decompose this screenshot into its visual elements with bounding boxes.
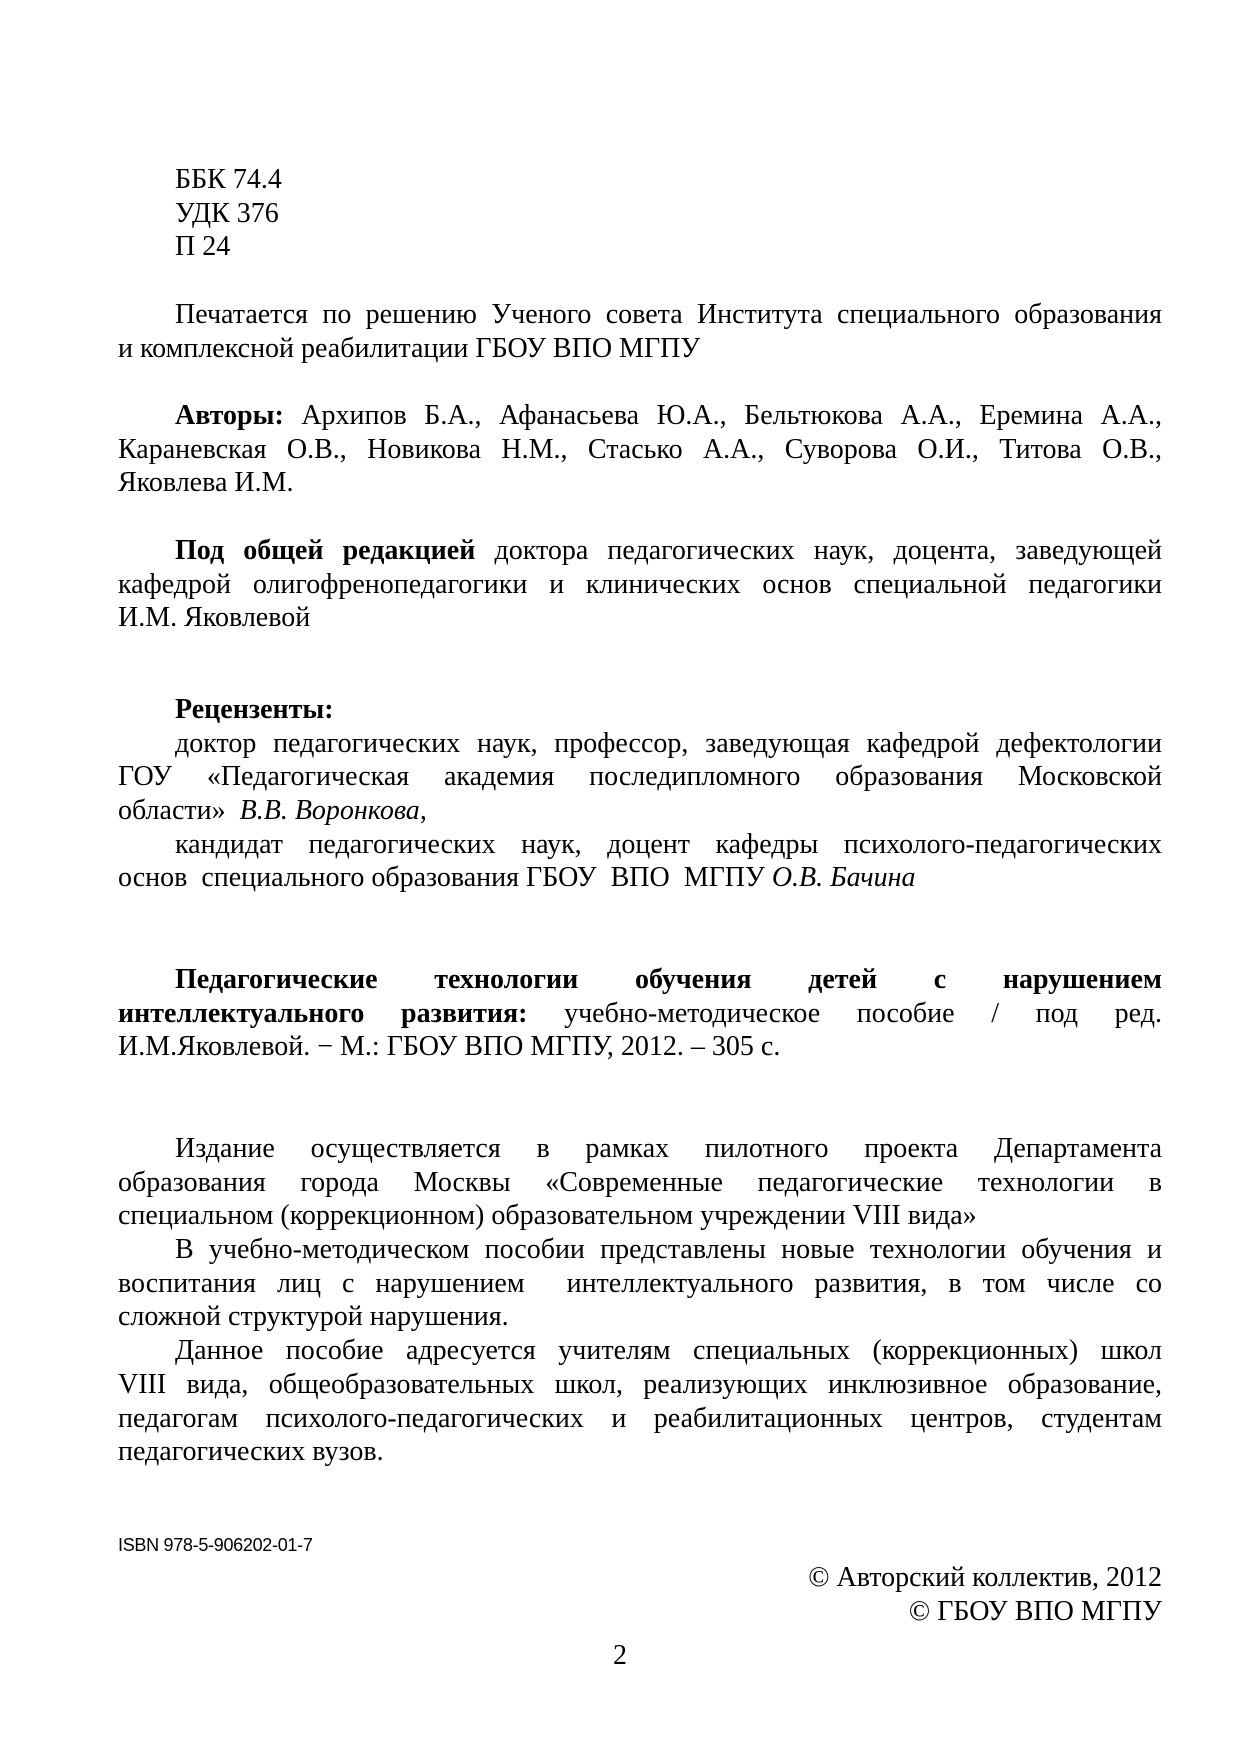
editor-text: доктора педагогических наук, доцента, заведующей (475, 535, 1163, 566)
annotation-line: VIII вида, общеобразовательных школ, реализующих инклюзивное образование, (118, 1368, 1162, 1400)
annotation-line: педагогам психолого-педагогических и реабилитационных центров, студентам (118, 1402, 1162, 1434)
authors-section (118, 399, 1162, 500)
classification-codes (118, 163, 1162, 264)
editor-label: Под общей редакцией (175, 535, 476, 566)
authors-line: Яковлева И.М. (118, 467, 294, 499)
publication-decision (118, 298, 1162, 365)
editor-section (118, 534, 1162, 635)
reviewer-name: О.В. Бачина (771, 862, 916, 894)
authors-text: Архипов Б.А., Афанасьева Ю.А., Бельтюкова А.А., Еремина А.А., (283, 400, 1162, 431)
udk-code: УДК 376 (175, 197, 279, 229)
decision-line: и комплексной реабилитации ГБОУ ВПО МГПУ (118, 332, 701, 364)
reviewer-line (118, 861, 1162, 895)
authors-label: Авторы: (175, 400, 284, 431)
annotation-line: образования города Москвы «Современные педагогические технологии в (118, 1166, 1162, 1198)
citation-line: И.М.Яковлевой. − М.: ГБОУ ВПО МГПУ, 2012. – 305 с. (118, 1031, 781, 1063)
annotation-line: воспитания лиц с нарушением интеллектуального развития, в том числе со (118, 1267, 1162, 1299)
editor-line (118, 534, 1162, 568)
editor-line: кафедрой олигофренопедагогики и клинических основ специальной педагогики (118, 568, 1162, 600)
book-title-line: Педагогические технологии обучения детей с нарушением (175, 964, 1162, 995)
reviewer-text: основ специального образования ГБОУ ВПО МГПУ (118, 862, 772, 894)
isbn: ISBN 978-5-906202-01-7 (118, 1535, 313, 1555)
reviewer-name: В.В. Воронкова (239, 795, 420, 827)
authors-line (118, 399, 1162, 433)
annotation-line: сложной структурой нарушения. (118, 1301, 509, 1333)
bibliographic-citation (118, 963, 1162, 1064)
annotation-line: специальном (коррекционном) образовательном учреждении VIII вида» (118, 1200, 977, 1232)
decision-line: Печатается по решению Ученого совета Института специального образования (175, 299, 1162, 330)
page-number: 2 (613, 1640, 627, 1671)
citation-text: учебно-методическое пособие / под ред. (527, 997, 1162, 1029)
reviewer-line: доктор педагогических наук, профессор, заведующая кафедрой дефектологии (175, 727, 1162, 759)
editor-line: И.М. Яковлевой (118, 602, 311, 634)
reviewer-line: кандидат педагогических наук, доцент кафедры психолого-педагогических (175, 828, 1162, 860)
authors-line: Караневская О.В., Новикова Н.М., Стасько А.А., Суворова О.И., Титова О.В., (118, 433, 1162, 465)
bbk-code: ББК 74.4 (175, 164, 282, 195)
copyright-publisher: © ГБОУ ВПО МГПУ (908, 1595, 1162, 1627)
annotation-line: педагогических вузов. (118, 1436, 384, 1468)
reviewer-text: области» (118, 795, 240, 827)
reviewer-line (118, 794, 1162, 828)
reviewers-heading: Рецензенты: (175, 694, 334, 725)
annotation-line: Издание осуществляется в рамках пилотного проекта Департамента (175, 1133, 1162, 1164)
annotation-line: В учебно-методическом пособии представлены новые технологии обучения и (175, 1234, 1162, 1266)
annotation (118, 1132, 1162, 1469)
copyright-authors: © Авторский коллектив, 2012 (808, 1562, 1162, 1593)
copyright-block (808, 1561, 1162, 1628)
citation-line (118, 997, 1162, 1031)
annotation-line: Данное пособие адресуется учителям специальных (коррекционных) школ (175, 1335, 1162, 1367)
reviewer-text: , (419, 795, 427, 827)
author-mark: П 24 (175, 231, 231, 263)
book-title-part: интеллектуального развития: (118, 997, 528, 1029)
reviewer-line: ГОУ «Педагогическая академия последипломного образования Московской (118, 761, 1162, 793)
reviewers-section (118, 693, 1162, 895)
